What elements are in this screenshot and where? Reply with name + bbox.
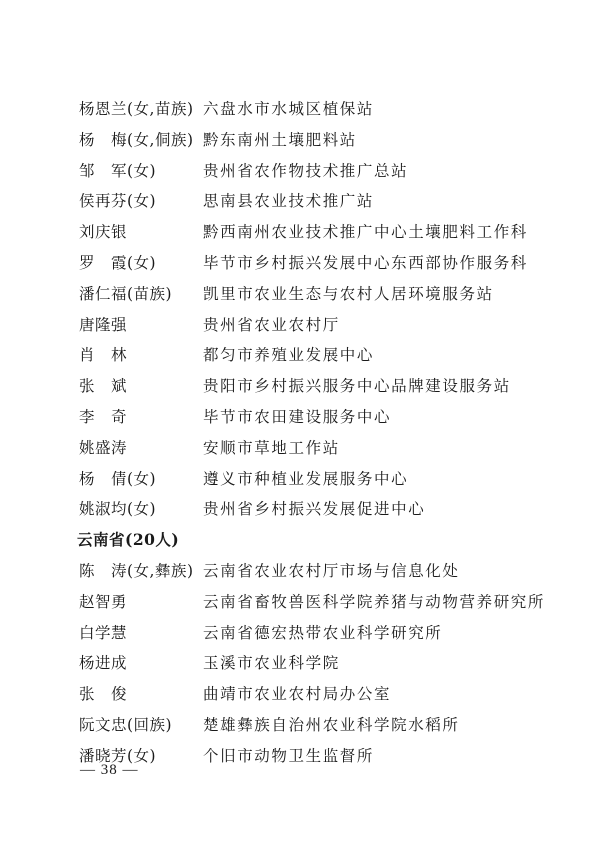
list-item (0, 618, 600, 649)
list-item (0, 94, 600, 125)
person-name: 潘晓芳(女) (79, 746, 157, 765)
list-item (0, 464, 600, 495)
person-name: 张 俊 (79, 685, 128, 704)
list-item (0, 279, 600, 310)
person-name: 杨 倩(女) (79, 469, 157, 488)
organization: 玉溪市农业科学院 (203, 654, 340, 673)
list-item (0, 217, 600, 248)
person-name: 潘仁福(苗族) (79, 284, 173, 303)
person-name: 刘庆银 (79, 223, 128, 242)
organization: 黔西南州农业技术推广中心土壤肥料工作科 (203, 223, 528, 242)
organization: 贵阳市乡村振兴服务中心品牌建设服务站 (203, 377, 511, 396)
organization: 六盘水市水城区植保站 (203, 100, 375, 118)
person-name: 赵智勇 (79, 592, 128, 611)
page-number: — 38 — (80, 762, 139, 778)
person-name: 姚淑均(女) (79, 500, 157, 519)
list-item (0, 310, 600, 341)
person-name: 唐隆强 (79, 315, 128, 334)
organization: 云南省畜牧兽医科学院养猪与动物营养研究所 (203, 592, 546, 611)
section-heading (0, 525, 600, 556)
organization: 遵义市种植业发展服务中心 (203, 469, 409, 488)
list-item (0, 587, 600, 618)
organization: 毕节市农田建设服务中心 (203, 407, 392, 426)
organization: 曲靖市农业农村局办公室 (203, 685, 392, 704)
organization: 都匀市养殖业发展中心 (203, 346, 375, 365)
list-item (0, 402, 600, 433)
list-item (0, 125, 600, 156)
list-item (0, 494, 600, 525)
person-name: 姚盛涛 (79, 438, 128, 457)
person-name: 杨 梅(女,侗族) (79, 130, 194, 149)
organization: 贵州省农业农村厅 (203, 315, 340, 334)
list-item (0, 556, 600, 587)
person-name: 肖 林 (79, 346, 128, 365)
list-item (0, 156, 600, 187)
list-item (0, 371, 600, 402)
organization: 贵州省农作物技术推广总站 (203, 161, 409, 180)
person-name: 杨恩兰(女,苗族) (79, 100, 194, 118)
organization: 云南省农业农村厅市场与信息化处 (203, 561, 460, 580)
name-list (0, 94, 600, 772)
person-name: 张 斌 (79, 377, 128, 396)
person-name: 罗 霞(女) (79, 253, 157, 272)
list-item (0, 433, 600, 464)
organization: 黔东南州土壤肥料站 (203, 130, 357, 149)
person-name: 阮文忠(回族) (79, 715, 173, 734)
list-item (0, 340, 600, 371)
section-heading-text: 云南省(20人) (77, 530, 180, 550)
organization: 个旧市动物卫生监督所 (203, 746, 375, 765)
organization: 思南县农业技术推广站 (203, 192, 375, 211)
person-name: 陈 涛(女,彝族) (79, 561, 194, 580)
list-item (0, 648, 600, 679)
list-item (0, 710, 600, 741)
person-name: 李 奇 (79, 407, 128, 426)
person-name: 白学慧 (79, 623, 128, 642)
organization: 楚雄彝族自治州农业科学院水稻所 (203, 715, 460, 734)
list-item (0, 248, 600, 279)
organization: 凯里市农业生态与农村人居环境服务站 (203, 284, 494, 303)
list-item (0, 186, 600, 217)
organization: 云南省德宏热带农业科学研究所 (203, 623, 443, 642)
list-item (0, 679, 600, 710)
organization: 毕节市乡村振兴发展中心东西部协作服务科 (203, 253, 528, 272)
person-name: 杨进成 (79, 654, 128, 673)
person-name: 侯再芬(女) (79, 192, 157, 211)
organization: 贵州省乡村振兴发展促进中心 (203, 500, 426, 519)
person-name: 邹 军(女) (79, 161, 157, 180)
organization: 安顺市草地工作站 (203, 438, 340, 457)
